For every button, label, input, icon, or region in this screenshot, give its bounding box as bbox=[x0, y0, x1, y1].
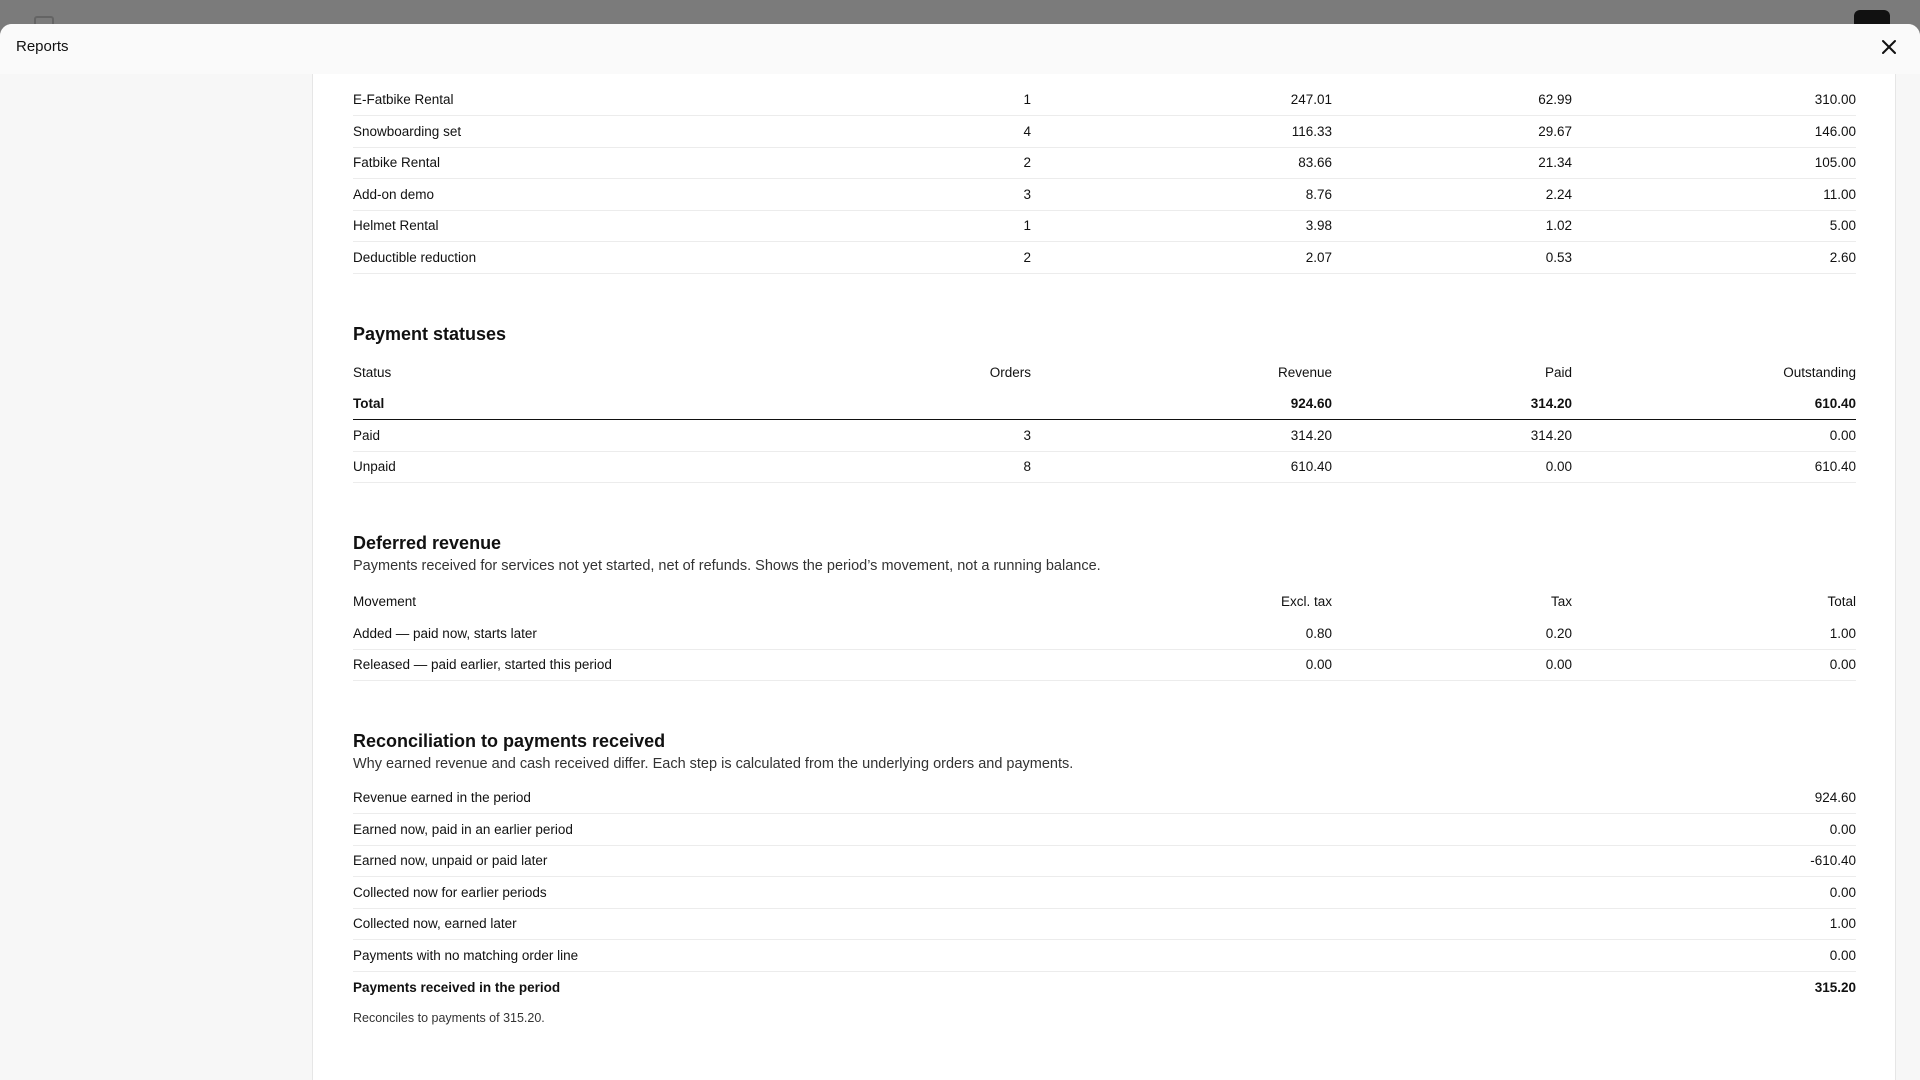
reconciliation-value: 0.00 bbox=[1602, 877, 1856, 909]
product-total: 11.00 bbox=[1572, 179, 1856, 211]
reconciliation-label: Payments with no matching order line bbox=[353, 940, 1602, 972]
table-row bbox=[353, 649, 1856, 681]
product-tax: 0.53 bbox=[1332, 242, 1572, 274]
section-description: Payments received for services not yet started, net of refunds. Shows the period’s movement, not a running balance. bbox=[353, 558, 1101, 574]
movement-total: 0.00 bbox=[1572, 649, 1856, 681]
reconciliation-value: 0.00 bbox=[1602, 814, 1856, 846]
product-quantity: 2 bbox=[773, 242, 1031, 274]
total-revenue: 924.60 bbox=[1031, 388, 1332, 420]
products-table bbox=[353, 84, 1856, 274]
header-paid: Paid bbox=[1544, 364, 1572, 380]
header-tax: Tax bbox=[1550, 594, 1572, 610]
modal-header bbox=[0, 24, 1920, 74]
reports-modal bbox=[0, 24, 1920, 1080]
header-movement: Movement bbox=[353, 594, 417, 610]
header-total: Total bbox=[1827, 594, 1856, 610]
product-name: Deductible reduction bbox=[353, 242, 773, 274]
table-row bbox=[353, 242, 1856, 274]
status-orders: 8 bbox=[773, 451, 1031, 483]
total-paid: 314.20 bbox=[1332, 388, 1572, 420]
total-row bbox=[353, 388, 1856, 420]
header-excl-tax: Excl. tax bbox=[1280, 594, 1332, 610]
close-button[interactable] bbox=[1874, 32, 1904, 62]
status-orders: 3 bbox=[773, 420, 1031, 452]
product-quantity: 3 bbox=[773, 179, 1031, 211]
reconciliation-section bbox=[353, 731, 1856, 1025]
table-row bbox=[353, 116, 1856, 148]
section-title: Payment statuses bbox=[353, 323, 507, 344]
product-quantity: 1 bbox=[773, 84, 1031, 116]
movement-tax: 0.00 bbox=[1332, 649, 1572, 681]
product-excl-tax: 8.76 bbox=[1031, 179, 1332, 211]
product-excl-tax: 247.01 bbox=[1031, 84, 1332, 116]
reconciliation-value: 0.00 bbox=[1602, 940, 1856, 972]
final-label: Payments received in the period bbox=[353, 971, 1602, 1003]
table-row bbox=[353, 147, 1856, 179]
background-app bbox=[0, 0, 1920, 24]
total-label: Total bbox=[353, 388, 773, 420]
deferred-revenue-table bbox=[353, 586, 1856, 681]
report-content bbox=[312, 74, 1896, 1080]
product-tax: 2.24 bbox=[1332, 179, 1572, 211]
status-paid: 314.20 bbox=[1332, 420, 1572, 452]
reconciliation-table bbox=[353, 782, 1856, 1003]
reconciliation-value: -610.40 bbox=[1602, 845, 1856, 877]
reconciliation-label: Earned now, unpaid or paid later bbox=[353, 845, 1602, 877]
product-total: 5.00 bbox=[1572, 210, 1856, 242]
section-title: Deferred revenue bbox=[353, 533, 502, 553]
deferred-revenue-section bbox=[353, 533, 1856, 681]
reconciliation-label: Collected now for earlier periods bbox=[353, 877, 1602, 909]
product-total: 146.00 bbox=[1572, 116, 1856, 148]
product-total: 105.00 bbox=[1572, 147, 1856, 179]
reconciliation-value: 924.60 bbox=[1602, 782, 1856, 814]
table-row bbox=[353, 420, 1856, 452]
product-tax: 62.99 bbox=[1332, 84, 1572, 116]
status-outstanding: 0.00 bbox=[1572, 420, 1856, 452]
reconciliation-value: 1.00 bbox=[1602, 908, 1856, 940]
status-revenue: 314.20 bbox=[1031, 420, 1332, 452]
movement-total: 1.00 bbox=[1572, 618, 1856, 650]
modal-title: Reports bbox=[16, 38, 69, 55]
product-excl-tax: 83.66 bbox=[1031, 147, 1332, 179]
table-row bbox=[353, 908, 1856, 940]
table-row bbox=[353, 877, 1856, 909]
product-name: Add-on demo bbox=[353, 179, 773, 211]
product-name: Snowboarding set bbox=[353, 116, 773, 148]
movement-label: Added — paid now, starts later bbox=[353, 618, 1031, 650]
product-total: 2.60 bbox=[1572, 242, 1856, 274]
section-title: Reconciliation to payments received bbox=[353, 731, 666, 751]
table-row bbox=[353, 210, 1856, 242]
payment-statuses-section bbox=[353, 324, 1856, 484]
movement-excl-tax: 0.00 bbox=[1031, 649, 1332, 681]
status-paid: 0.00 bbox=[1332, 451, 1572, 483]
product-tax: 1.02 bbox=[1332, 210, 1572, 242]
total-outstanding: 610.40 bbox=[1572, 388, 1856, 420]
product-tax: 21.34 bbox=[1332, 147, 1572, 179]
table-row bbox=[353, 845, 1856, 877]
table-row bbox=[353, 940, 1856, 972]
table-row bbox=[353, 451, 1856, 483]
section-description: Why earned revenue and cash received differ. Each step is calculated from the underlying orders and payments. bbox=[353, 756, 1074, 772]
table-row bbox=[353, 814, 1856, 846]
product-name: E-Fatbike Rental bbox=[353, 84, 773, 116]
product-quantity: 2 bbox=[773, 147, 1031, 179]
product-excl-tax: 3.98 bbox=[1031, 210, 1332, 242]
payment-statuses-table bbox=[353, 357, 1856, 484]
reconciliation-label: Collected now, earned later bbox=[353, 908, 1602, 940]
table-row bbox=[353, 84, 1856, 116]
reconciliation-label: Earned now, paid in an earlier period bbox=[353, 814, 1602, 846]
movement-excl-tax: 0.80 bbox=[1031, 618, 1332, 650]
reconciliation-label: Revenue earned in the period bbox=[353, 782, 1602, 814]
final-row bbox=[353, 971, 1856, 1003]
status-name: Unpaid bbox=[353, 451, 773, 483]
table-row bbox=[353, 618, 1856, 650]
status-outstanding: 610.40 bbox=[1572, 451, 1856, 483]
movement-tax: 0.20 bbox=[1332, 618, 1572, 650]
table-row bbox=[353, 179, 1856, 211]
header-revenue: Revenue bbox=[1277, 364, 1332, 380]
product-total: 310.00 bbox=[1572, 84, 1856, 116]
product-excl-tax: 116.33 bbox=[1031, 116, 1332, 148]
product-tax: 29.67 bbox=[1332, 116, 1572, 148]
header-outstanding: Outstanding bbox=[1783, 364, 1856, 380]
final-value: 315.20 bbox=[1602, 971, 1856, 1003]
status-revenue: 610.40 bbox=[1031, 451, 1332, 483]
header-status: Status bbox=[353, 364, 392, 380]
header-orders: Orders bbox=[989, 364, 1031, 380]
table-row bbox=[353, 782, 1856, 814]
product-name: Fatbike Rental bbox=[353, 147, 773, 179]
movement-label: Released — paid earlier, started this period bbox=[353, 649, 1031, 681]
product-quantity: 4 bbox=[773, 116, 1031, 148]
product-quantity: 1 bbox=[773, 210, 1031, 242]
status-name: Paid bbox=[353, 420, 773, 452]
product-name: Helmet Rental bbox=[353, 210, 773, 242]
product-excl-tax: 2.07 bbox=[1031, 242, 1332, 274]
reconciliation-note: Reconciles to payments of 315.20. bbox=[353, 1010, 545, 1025]
close-icon bbox=[1874, 32, 1904, 62]
